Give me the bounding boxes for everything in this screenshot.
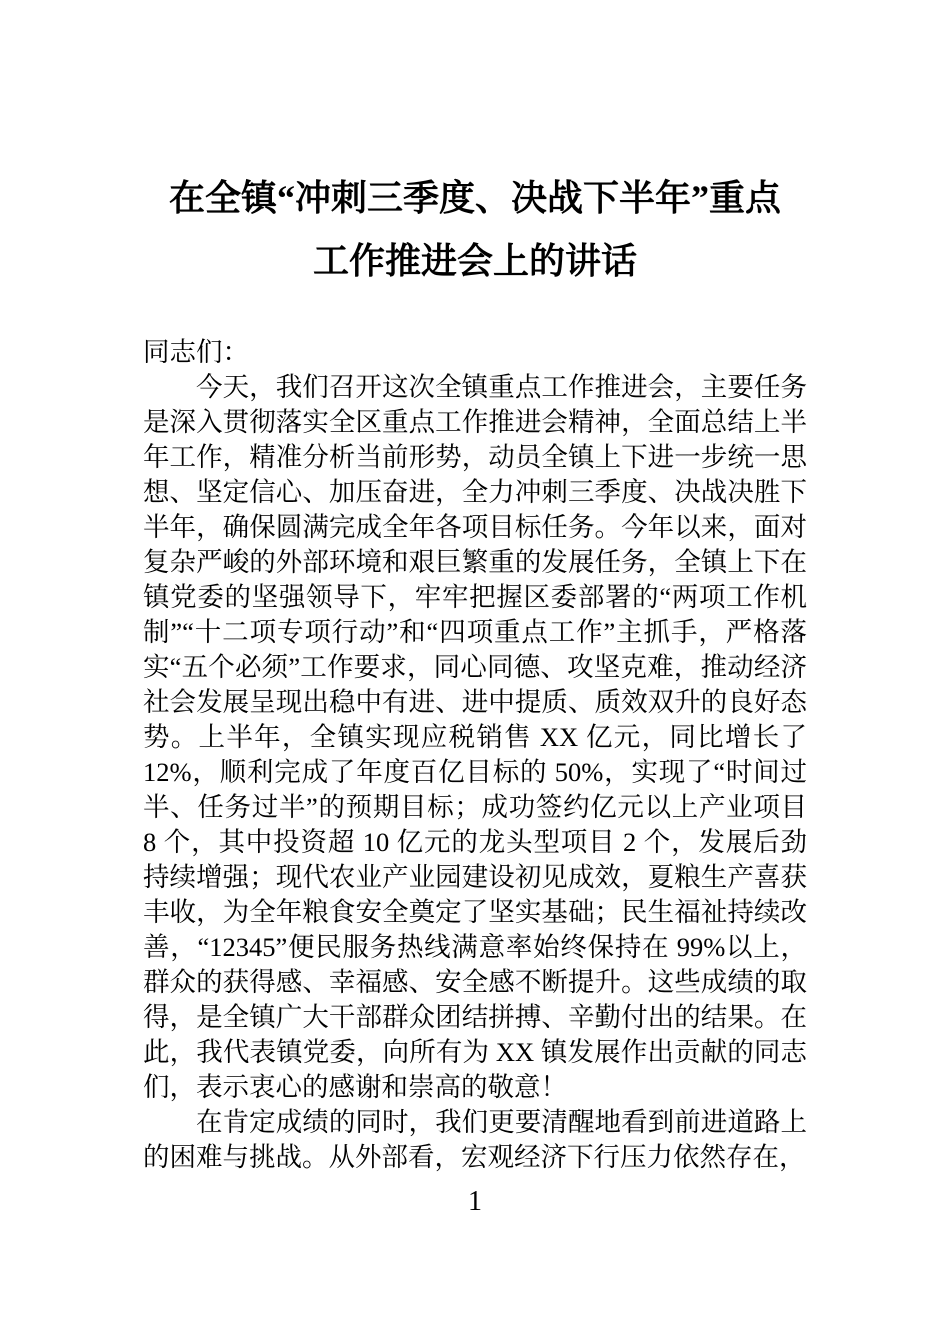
title-line-2: 工作推进会上的讲话 <box>312 241 637 281</box>
title-line-1: 在全镇“冲刺三季度、决战下半年”重点 <box>168 178 781 218</box>
page-number: 1 <box>468 1186 482 1217</box>
salutation: 同志们： <box>143 337 249 367</box>
paragraph-challenges: 在肯定成绩的同时，我们更要清醒地看到前进道路上的困难与挑战。从外部看，宏观经济下行压力依然存在， <box>143 1107 807 1172</box>
document-content <box>143 0 807 1217</box>
document-body <box>143 335 807 1175</box>
paragraph-review-achievements: 今天，我们召开这次全镇重点工作推进会，主要任务是深入贯彻落实全区重点工作推进会精神，全面总结上半年工作，精准分析当前形势，动员全镇上下进一步统一思想、坚定信心、加压奋进，全力冲刺三季度、决战决胜下半年，确保圆满完成全年各项目标任务。今年以来，面对复杂严峻的外部环境和艰巨繁重的发展任务，全镇上下在镇党委的坚强领导下，牢牢把握区委部署的“两项工作机制”“十二项专项行动”和“四项重点工作”主抓手，严格落实“五个必须”工作要求，同心同德、攻坚克难，推动经济社会发展呈现出稳中有进、进中提质、质效双升的良好态势。上半年，全镇实现应税销售 XX 亿元，同比增长了 12%，顺利完成了年度百亿目标的 50%，实现了“时间过半、任务过半”的预期目标；成功签约亿元以上产业项目 8 个，其中投资超 10 亿元的龙头型项目 2 个，发展后劲持续增强；现代农业产业园建设初见成效，夏粮生产喜获丰收，为全年粮食安全奠定了坚实基础；民生福祉持续改善，“12345”便民服务热线满意率始终保持在 99%以上，群众的获得感、幸福感、安全感不断提升。这些成绩的取得，是全镇广大干部群众团结拼搏、辛勤付出的结果。在此，我代表镇党委，向所有为 XX 镇发展作出贡献的同志们，表示衷心的感谢和崇高的敬意！ <box>143 372 807 1102</box>
document-title <box>143 0 807 293</box>
